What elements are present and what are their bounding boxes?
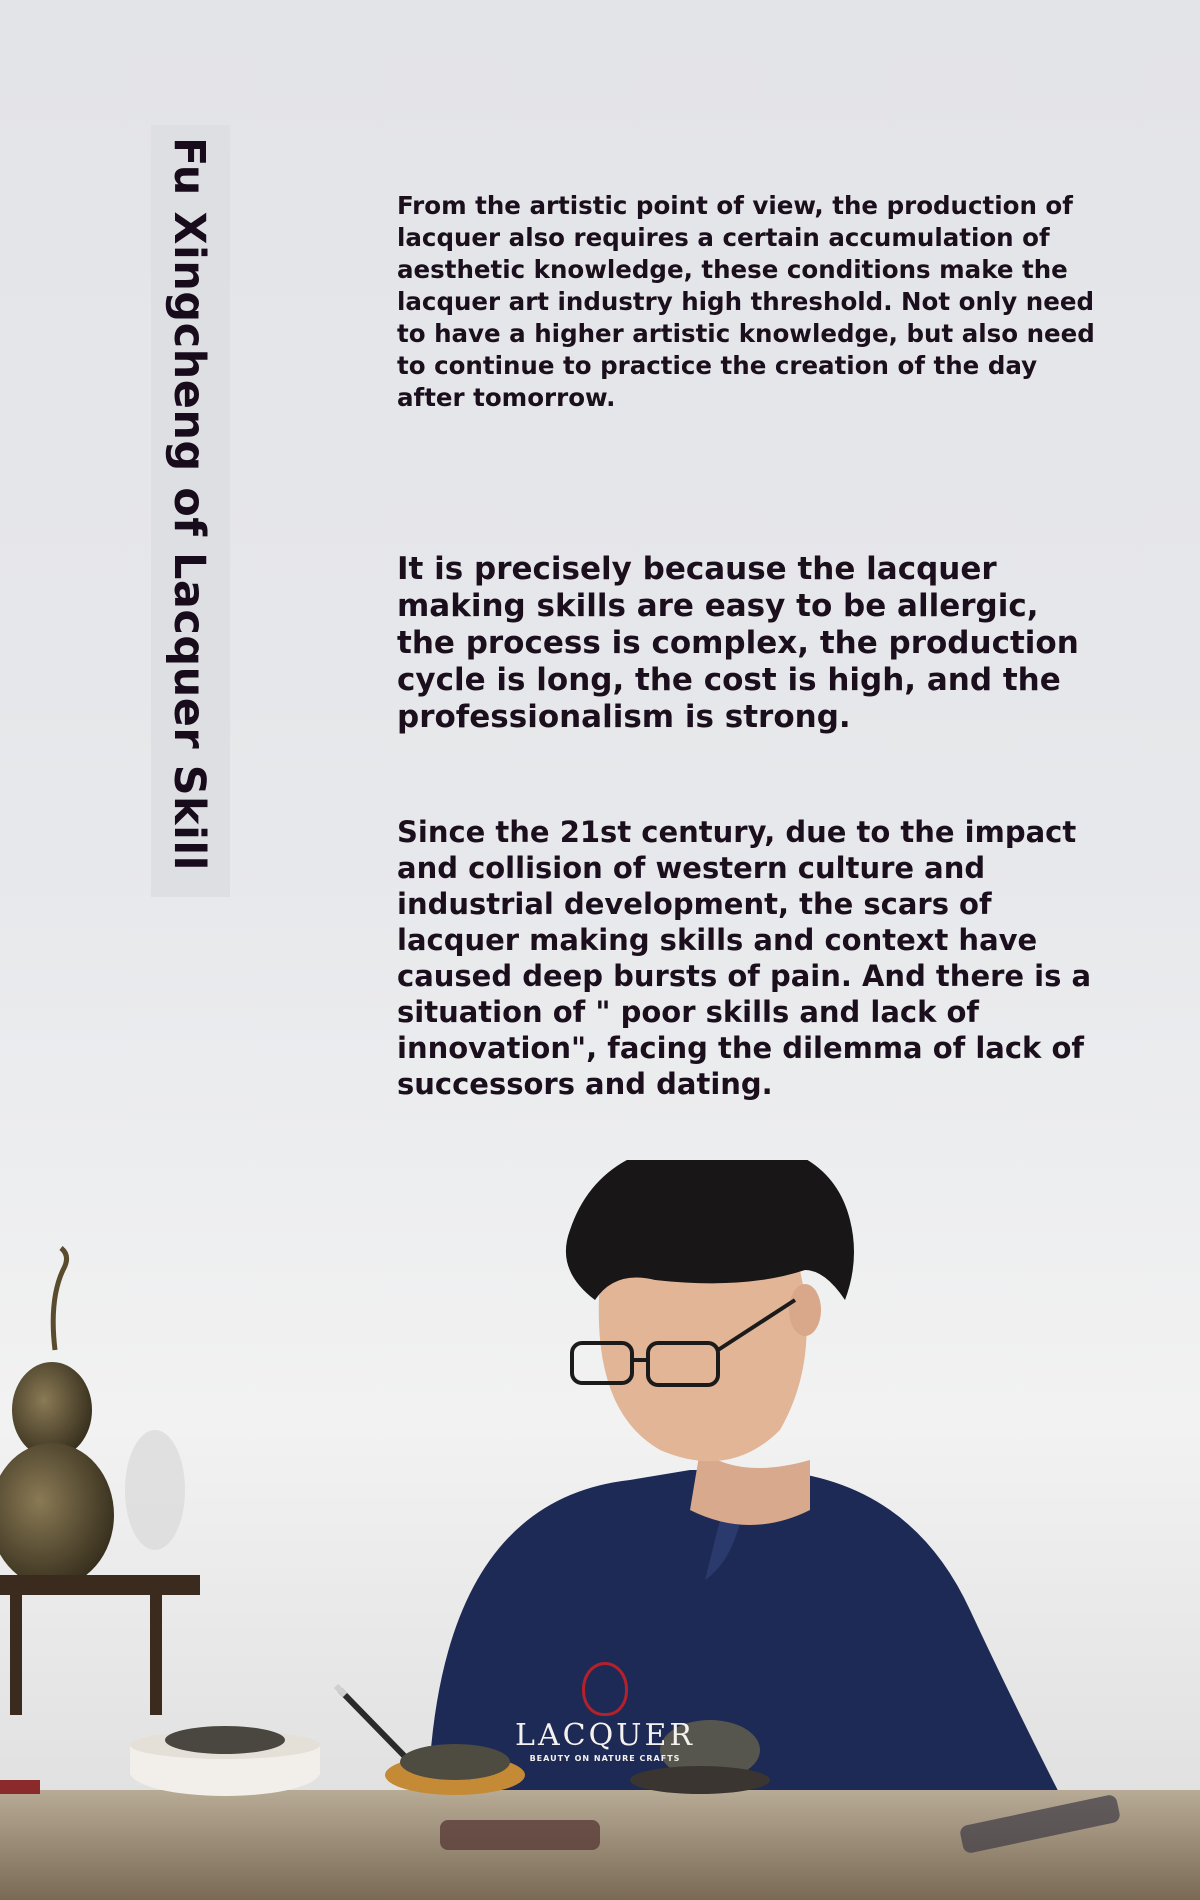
page-title: Fu Xingcheng of Lacquer Skill — [164, 137, 214, 871]
logo-wordmark: LACQUER — [515, 1718, 695, 1753]
paragraph-21st-century: Since the 21st century, due to the impact and collision of western culture and industrial development, the scars of lacquer making skills and context have caused deep bursts of pain. And there is a situation of " poor skills and lack of innovation", facing the dilemma of lack of successors and dating. — [397, 815, 1092, 1101]
paragraph-skills: It is precisely because the lacquer making skills are easy to be allergic, the process is complex, the production cycle is long, the cost is high, and the professionalism is strong. — [397, 551, 1079, 735]
logo-tagline: BEAUTY ON NATURE CRAFTS — [529, 1754, 681, 1763]
seal-icon — [582, 1662, 628, 1716]
craftsman-photo — [0, 1160, 1200, 1900]
paragraph-artistic: From the artistic point of view, the production of lacquer also requires a certain accumulation of aesthetic knowledge, these conditions make the lacquer art industry high threshold. Not only need to have a higher artistic knowledge, but also need to continue to practice the creation of the day after tomorrow. — [397, 191, 1095, 412]
lacquer-logo — [500, 1662, 710, 1763]
